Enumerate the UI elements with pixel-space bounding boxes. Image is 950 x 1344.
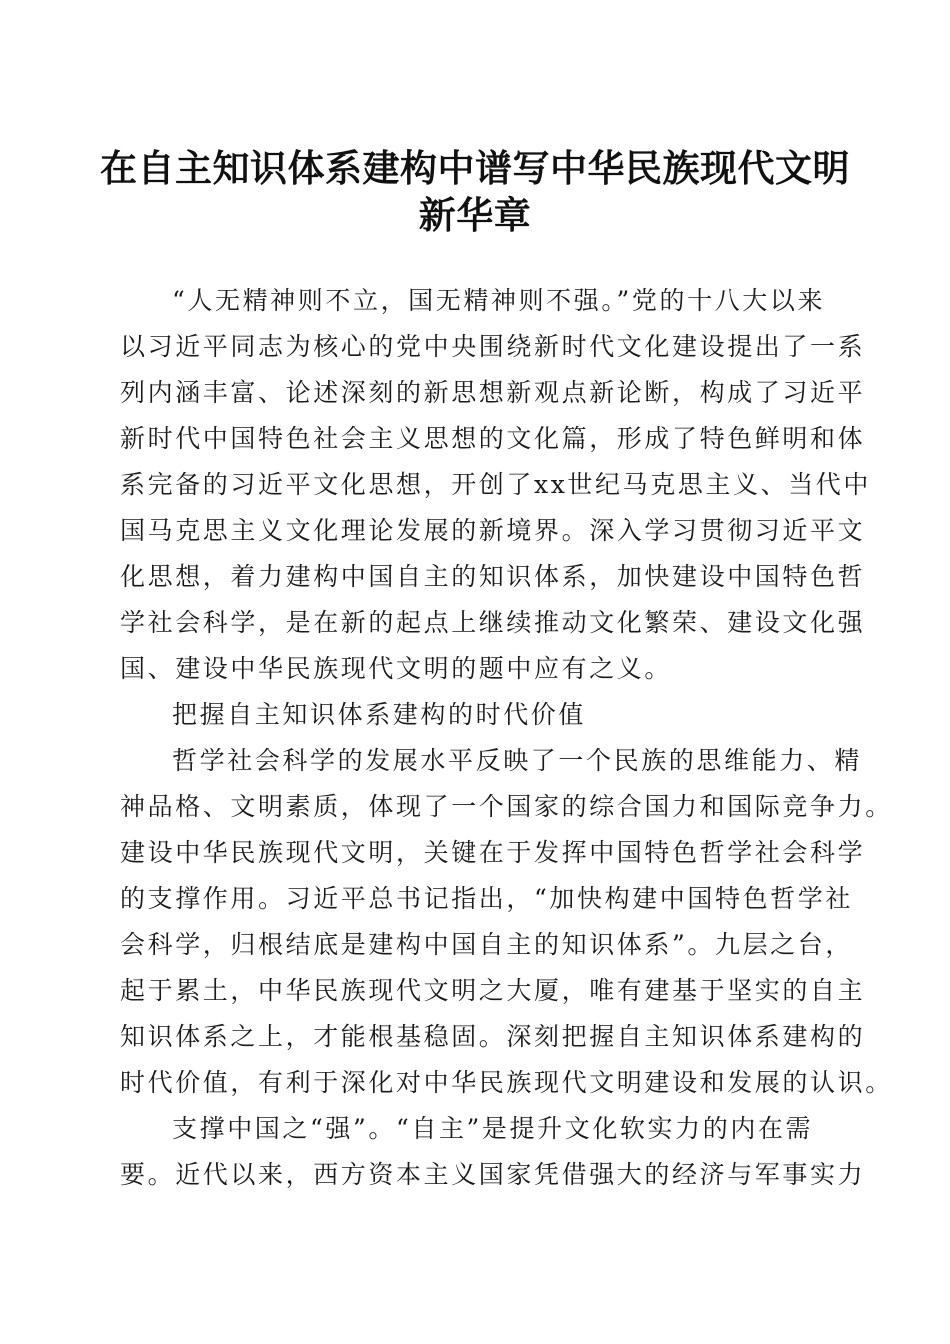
paragraph-line: 学社会科学，是在新的起点上继续推动文化繁荣、建设文化强 [120, 608, 866, 637]
paragraph-line: 支撑中国之“强”。“自主”是提升文化软实力的内在需 [172, 1114, 814, 1143]
paragraph-line: 国马克思主义文化理论发展的新境界。深入学习贯彻习近平文 [120, 516, 866, 545]
paragraph-line: 新时代中国特色社会主义思想的文化篇，形成了特色鲜明和体 [120, 424, 866, 453]
section-heading: 把握自主知识体系建构的时代价值 [172, 700, 587, 729]
document-title-line-1: 在自主知识体系建构中谱写中华民族现代文明 [100, 147, 850, 190]
paragraph-line: 要。近代以来，西方资本主义国家凭借强大的经济与军事实力 [120, 1160, 866, 1189]
paragraph-line: 系完备的习近平文化思想，开创了xx世纪马克思主义、当代中 [120, 470, 872, 499]
paragraph-line: 知识体系之上，才能根基稳固。深刻把握自主知识体系建构的 [120, 1022, 866, 1051]
paragraph-line: 建设中华民族现代文明，关键在于发挥中国特色哲学社会科学 [120, 838, 866, 867]
paragraph-line: 国、建设中华民族现代文明的题中应有之义。 [120, 654, 673, 683]
paragraph-line: 起于累土，中华民族现代文明之大厦，唯有建基于坚实的自主 [120, 976, 866, 1005]
document-body [120, 278, 893, 1198]
paragraph-line: 的支撑作用。习近平总书记指出，“加快构建中国特色哲学社 [120, 884, 853, 913]
paragraph-line: “人无精神则不立，国无精神则不强。”党的十八大以来 [172, 286, 826, 315]
paragraph-line: 以习近平同志为核心的党中央围绕新时代文化建设提出了一系 [120, 332, 866, 361]
paragraph-line: 会科学，归根结底是建构中国自主的知识体系”。九层之台， [120, 930, 853, 959]
document-title-line-2: 新华章 [418, 194, 532, 237]
paragraph-line: 化思想，着力建构中国自主的知识体系，加快建设中国特色哲 [120, 562, 866, 591]
paragraph-line: 哲学社会科学的发展水平反映了一个民族的思维能力、精 [172, 746, 863, 775]
paragraph-line: 时代价值，有利于深化对中华民族现代文明建设和发展的认识。 [120, 1068, 893, 1097]
paragraph-line: 神品格、文明素质，体现了一个国家的综合国力和国际竞争力。 [120, 792, 893, 821]
paragraph-line: 列内涵丰富、论述深刻的新思想新观点新论断，构成了习近平 [120, 378, 866, 407]
